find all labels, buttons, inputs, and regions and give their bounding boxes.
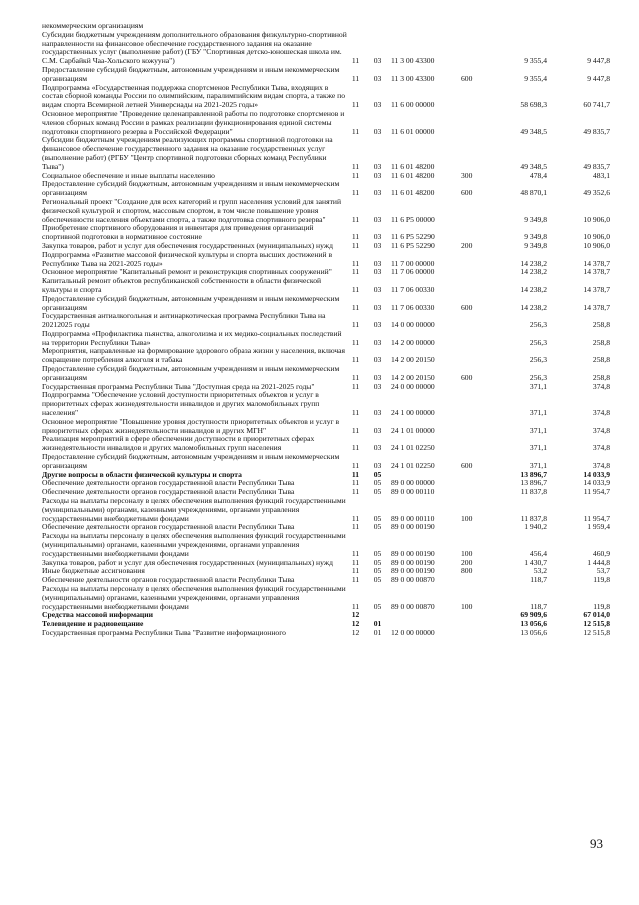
table-row [42,251,610,269]
row-name: Социальное обеспечение и иные выплаты населению [42,170,215,180]
row-name: Иные бюджетные ассигнования [42,566,145,576]
subsection-code: 03 [373,381,382,391]
target-article-code [391,22,461,31]
subsection-code: 05 [373,513,382,523]
table-row [42,295,610,313]
amount-year-2: 14 378,7 [583,267,610,277]
table-row [42,180,610,198]
row-name: Субсидии бюджетным учреждениям реализующих программы спортивной подготовки на финансовое обеспечение государственного задания на оказание государственных услуг (выполнение работ) (РГБУ "Центр спортивной подготовки сборных команд Республики Тыва") [42,135,333,171]
amount-year-2: 258,8 [592,320,610,330]
section-code: 11 [351,575,360,585]
expense-type-code: 100 [461,548,473,558]
section-code: 11 [351,188,360,198]
row-name: Телевидение и радиовещание [42,619,144,629]
amount-year-2: 10 906,0 [583,240,610,250]
subsection-code: 03 [373,73,382,83]
table-row [42,629,610,638]
subsection-code: 05 [373,478,382,488]
amount-year-1: 9 349,8 [524,232,547,242]
expense-type-code [461,576,489,585]
subsection-code: 05 [373,566,382,576]
amount-year-2: 49 835,7 [583,126,610,136]
subsection-code: 03 [373,56,382,66]
expense-type-code [461,479,489,488]
section-code: 11 [351,443,360,453]
expense-type-code: 600 [461,460,473,470]
subsection-code: 03 [373,240,382,250]
section-code [347,22,364,31]
table-row [42,31,610,66]
table-row [42,365,610,383]
section-code: 11 [351,372,360,382]
target-article-code: 89 0 00 00870 [391,575,435,585]
target-article-code: 24 1 01 00000 [391,425,435,435]
section-code: 12 [351,619,360,629]
subsection-code: 05 [373,522,382,532]
expense-type-code [461,22,489,31]
row-name: Другие вопросы в области физической культуры и спорта [42,469,242,479]
row-name: Подпрограмма «Профилактика пьянства, алкоголизма и их медико-социальных последствий на территории Республики Тыва» [42,328,342,347]
subsection-code: 03 [373,126,382,136]
target-article-code: 89 0 00 00000 [391,478,435,488]
expense-type-code: 100 [461,601,473,611]
amount-year-2: 11 954,7 [583,487,610,497]
section-code: 11 [351,302,360,312]
row-name: Региональный проект "Создание для всех категорий и групп населения условий для занятий физической культурой и спортом, массовым спортом, в том числе повышение уровня обеспеченности населения объектами спорта, а также подготовка спортивного резерва" [42,196,342,224]
table-row [42,330,610,348]
table-row [42,453,610,471]
target-article-code: 24 1 01 02250 [391,460,435,470]
amount-year-1: 13 056,6 [520,627,547,637]
row-name: Мероприятия, направленные на формирование здорового образа жизни у населения, включая сокращение потребления алкоголя и табака [42,346,346,365]
amount-year-1: 69 909,6 [520,610,547,620]
subsection-code: 03 [373,425,382,435]
section-code: 11 [351,337,360,347]
amount-year-1: 1 940,2 [524,522,547,532]
target-article-code: 11 7 06 00000 [391,267,435,277]
amount-year-1: 371,1 [529,443,547,453]
amount-year-1: 256,3 [529,372,547,382]
amount-year-2: 1 444,8 [587,557,610,567]
expense-type-code: 600 [461,188,473,198]
budget-table [42,22,610,638]
expense-type-code [461,136,489,171]
expense-type-code [461,611,489,620]
subsection-code: 03 [373,214,382,224]
row-name: Капитальный ремонт объектов республиканской собственности в области физической культуры и спорта [42,276,322,294]
expense-type-code [461,620,489,629]
subsection-code: 03 [373,460,382,470]
table-row [42,391,610,417]
subsection-code [364,22,391,31]
expense-type-code [461,268,489,277]
expense-type-code [461,312,489,330]
amount-year-2: 258,8 [592,355,610,365]
section-code: 11 [351,258,360,268]
amount-year-2: 12 515,8 [583,627,610,637]
target-article-code: 14 2 00 00000 [391,337,435,347]
amount-year-1: 371,1 [529,381,547,391]
target-article-code: 89 0 00 00870 [391,601,435,611]
expense-type-code [461,277,489,295]
subsection-code: 01 [373,627,382,637]
row-name: Подпрограмма «Государственная поддержка спортсменов Республики Тыва, входящих в состав сборной команды России по олимпийским, паралимпийским видам спорта, а также по видам спорта Всемирной летней Универсиады на 2021-2025 годы» [42,82,346,110]
row-name: Расходы на выплаты персоналу в целях обеспечения выполнения функций государственными (муниципальными) органами, казенными учреждениями, органами управления государственными внебюджетными фондами [42,496,346,523]
section-code: 11 [351,522,360,532]
section-code: 11 [351,170,360,180]
subsection-code: 05 [373,601,382,611]
amount-year-2: 10 906,0 [583,232,610,242]
subsection-code: 03 [373,337,382,347]
subsection-code: 03 [373,372,382,382]
target-article-code: 11 3 00 43300 [391,73,435,83]
row-name: Обеспечение деятельности органов государственной власти Республики Тыва [42,522,295,532]
amount-year-1: 371,1 [529,408,547,418]
row-name: Государственная программа Республики Тыва "Развитие информационного [42,627,286,637]
amount-year-1: 14 238,2 [520,267,547,277]
expense-type-code [461,198,489,224]
subsection-code: 01 [373,619,382,629]
amount-year-1: 256,3 [529,355,547,365]
row-name: Обеспечение деятельности органов государственной власти Республики Тыва [42,478,295,488]
subsection-code: 03 [373,267,382,277]
expense-type-code [461,629,489,638]
amount-year-2: 67 014,0 [583,610,610,620]
target-article-code: 11 6 P5 52290 [391,232,435,242]
table-row [42,585,610,611]
section-code: 11 [351,460,360,470]
subsection-code: 03 [373,443,382,453]
section-code: 11 [351,214,360,224]
subsection-code: 03 [373,232,382,242]
table-row [42,312,610,330]
row-name: Субсидии бюджетным учреждениям дополнительного образования физкультурно-спортивной направленности на финансовое обеспечение государственного задания на оказание государственных услуг (выполнение работ) (ГБУ "Спортивная детско-юношеская школа им. С.М. Сарбайкй Чаа-Хольского кожууна") [42,29,347,66]
section-code: 12 [351,627,360,637]
row-name: некоммерческим организациям [42,21,144,30]
target-article-code: 89 0 00 00190 [391,566,435,576]
row-name: Предоставление субсидий бюджетным, автономным учреждениям и иным некоммерческим организациям [42,179,340,198]
amount-year-1: 48 870,1 [520,188,547,198]
amount-year-1: 11 837,8 [520,487,547,497]
amount-year-2: 374,8 [592,381,610,391]
target-article-code [391,611,461,620]
target-article-code: 11 6 01 48200 [391,170,435,180]
table-row [42,497,610,523]
section-code: 11 [351,73,360,83]
section-code: 11 [351,566,360,576]
subsection-code: 03 [373,170,382,180]
section-code: 11 [351,478,360,488]
amount-year-1: 1 430,7 [524,557,547,567]
subsection-code: 05 [373,557,382,567]
expense-type-code [461,330,489,348]
amount-year-2: 60 741,7 [583,100,610,110]
expense-type-code [461,391,489,417]
amount-year-1: 53,2 [533,566,547,576]
target-article-code: 89 0 00 00190 [391,522,435,532]
amount-year-2: 374,8 [592,425,610,435]
expense-type-code: 200 [461,557,473,567]
section-code: 11 [351,425,360,435]
amount-year-1: 13 896,7 [520,478,547,488]
amount-year-2: 119,8 [593,601,610,611]
row-name: Обеспечение деятельности органов государственной власти Республики Тыва [42,575,295,585]
section-code: 11 [351,513,360,523]
amount-year-1: 14 238,2 [520,284,547,294]
expense-type-code [461,383,489,392]
target-article-code: 89 0 00 00110 [391,487,435,497]
amount-year-1: 49 348,5 [520,161,547,171]
section-code: 11 [351,601,360,611]
table-row [42,532,610,558]
section-code: 11 [351,381,360,391]
amount-year-1: 118,7 [530,575,547,585]
section-code: 11 [351,548,360,558]
expense-type-code [461,110,489,136]
amount-year-2: 9 447,8 [587,56,610,66]
expense-type-code [461,251,489,269]
amount-year-1: 256,3 [529,320,547,330]
target-article-code: 12 0 00 00000 [391,627,435,637]
amount-year-1: 11 837,8 [520,513,547,523]
expense-type-code [461,471,489,480]
table-row [42,435,610,453]
target-article-code: 24 0 00 00000 [391,381,435,391]
expense-type-code [461,418,489,436]
expense-type-code: 600 [461,372,473,382]
row-name: Предоставление субсидий бюджетным, автономным учреждениям и иным некоммерческим организациям [42,64,340,83]
expense-type-code: 100 [461,513,473,523]
expense-type-code [461,84,489,110]
section-code: 11 [351,320,360,330]
section-code: 11 [351,408,360,418]
expense-type-code: 600 [461,302,473,312]
amount-year-1: 49 348,5 [520,126,547,136]
subsection-code: 05 [373,548,382,558]
subsection-code: 03 [373,355,382,365]
expense-type-code: 200 [461,240,473,250]
expense-type-code [461,488,489,497]
row-name: Закупка товаров, работ и услуг для обеспечения государственных (муниципальных) нужд [42,557,333,567]
amount-year-2: 53,7 [596,566,610,576]
target-article-code: 14 2 00 20150 [391,372,435,382]
target-article-code: 11 6 P5 52290 [391,240,435,250]
target-article-code: 11 3 00 43300 [391,56,435,66]
subsection-code: 03 [373,302,382,312]
target-article-code: 89 0 00 00190 [391,548,435,558]
amount-year-1: 14 238,2 [520,258,547,268]
section-code: 11 [351,161,360,171]
amount-year-2: 483,1 [592,170,610,180]
amount-year-1: 58 698,3 [520,100,547,110]
section-code: 11 [351,126,360,136]
expense-type-code: 600 [461,73,473,83]
amount-year-2: 1 959,4 [587,522,610,532]
amount-year-1: 9 355,4 [524,56,547,66]
table-row [42,224,610,242]
target-article-code: 14 2 00 20150 [391,355,435,365]
amount-year-2: 11 954,7 [583,513,610,523]
section-code: 11 [351,232,360,242]
amount-year-2: 12 515,8 [583,619,610,629]
row-name: Государственная программа Республики Тыва "Доступная среда на 2021-2025 годы" [42,381,315,391]
section-code: 11 [351,355,360,365]
amount-year-1: 13 896,7 [520,469,547,479]
amount-year-2: 49 352,6 [583,188,610,198]
table-row [42,418,610,436]
amount-year-2: 374,8 [592,443,610,453]
row-name: Обеспечение деятельности органов государственной власти Республики Тыва [42,487,295,497]
table-row [42,198,610,224]
expense-type-code: 800 [461,566,473,576]
section-code: 11 [351,557,360,567]
amount-year-1: 456,4 [529,548,547,558]
amount-year-2: 14 378,7 [583,258,610,268]
subsection-code: 03 [373,320,382,330]
amount-year-2: 14 378,7 [583,284,610,294]
section-code: 11 [351,469,360,479]
row-name: Расходы на выплаты персоналу в целях обеспечения выполнения функций государственными (муниципальными) органами, казенными учреждениями, органами управления государственными внебюджетными фондами [42,531,346,558]
amount-year-1: 9 349,8 [524,240,547,250]
amount-year-2 [547,22,610,31]
row-name: Основное мероприятие "Проведение целенаправленной работы по подготовке спортсменов и членов сборных команд России в рамках реализации функционирования единой системы подготовки спортивного резерва в Российской Федерации" [42,108,345,136]
row-name: Закупка товаров, работ и услуг для обеспечения государственных (муниципальных) нужд [42,240,333,250]
amount-year-1: 14 238,2 [520,302,547,312]
row-name: Основное мероприятие "Повышение уровня доступности приоритетных объектов и услуг в приоритетных сферах жизнедеятельности инвалидов и других МГН" [42,416,340,435]
amount-year-1: 9 349,8 [524,214,547,224]
amount-year-1: 371,1 [529,425,547,435]
target-article-code: 11 6 01 48200 [391,161,435,171]
expense-type-code: 300 [461,170,473,180]
target-article-code: 11 6 01 00000 [391,126,435,136]
target-article-code: 11 7 00 00000 [391,258,435,268]
table-row [42,84,610,110]
target-article-code: 11 6 00 00000 [391,100,435,110]
target-article-code: 11 6 01 48200 [391,188,435,198]
subsection-code: 05 [373,487,382,497]
subsection-code: 03 [373,258,382,268]
subsection-code: 05 [373,575,382,585]
amount-year-2: 9 447,8 [587,73,610,83]
row-name: Подпрограмма «Развитие массовой физической культуры и спорта высших достижений в Республике Тыва на 2021-2025 годы» [42,249,333,268]
amount-year-2: 258,8 [592,372,610,382]
section-code: 11 [351,267,360,277]
table-row [42,347,610,365]
row-name: Средства массовой информации [42,610,154,620]
section-code: 11 [351,487,360,497]
expense-type-code [461,435,489,453]
subsection-code: 03 [373,284,382,294]
target-article-code: 11 7 06 00330 [391,302,435,312]
target-article-code: 14 0 00 00000 [391,320,435,330]
section-code: 11 [351,100,360,110]
row-name: Предоставление субсидий бюджетным, автономным учреждениям и иным некоммерческим организациям [42,364,340,382]
table-row [42,110,610,136]
amount-year-1: 118,7 [530,601,547,611]
target-article-code: 24 1 00 00000 [391,408,435,418]
table-row [42,136,610,171]
section-code: 11 [351,240,360,250]
target-article-code: 89 0 00 00110 [391,513,435,523]
target-article-code: 11 7 06 00330 [391,284,435,294]
section-code: 11 [351,284,360,294]
row-name: Предоставление субсидий бюджетным, автономным учреждениям и иным некоммерческим организациям [42,452,340,470]
expense-type-code [461,31,489,66]
row-name: Государственная антиалкогольная и антинаркотическая программа Республики Тыва на 20212025 годы [42,311,326,330]
amount-year-1: 13 056,6 [520,619,547,629]
target-article-code: 24 1 01 02250 [391,443,435,453]
table-row [42,66,610,84]
amount-year-1: 9 355,4 [524,73,547,83]
amount-year-2: 374,8 [592,408,610,418]
row-name: Основное мероприятие "Капитальный ремонт и реконструкция спортивных сооружений" [42,267,332,277]
table-row [42,277,610,295]
amount-year-2: 14 033,9 [583,469,610,479]
amount-year-2: 258,8 [592,337,610,347]
amount-year-2: 460,9 [592,548,610,558]
target-article-code: 11 6 P5 00000 [391,214,435,224]
target-article-code: 89 0 00 00190 [391,557,435,567]
amount-year-1 [489,22,547,31]
amount-year-2: 49 835,7 [583,161,610,171]
amount-year-2: 14 033,9 [583,478,610,488]
row-name: Реализация мероприятий в сфере обеспечении доступности в приоритетных сферах жизнедеятельности инвалидов и других маломобильных групп населения [42,434,315,453]
expense-type-code [461,224,489,242]
budget-table-body [42,22,610,638]
subsection-code: 03 [373,100,382,110]
subsection-code: 05 [373,469,382,479]
row-name: Подпрограмма "Обеспечение условий доступности приоритетных объектов и услуг в приоритетных сферах жизнедеятельности инвалидов и других маломобильных групп населения" [42,390,320,418]
amount-year-2: 119,8 [593,575,610,585]
expense-type-code [461,523,489,532]
amount-year-2: 374,8 [592,460,610,470]
amount-year-1: 256,3 [529,337,547,347]
subsection-code: 03 [373,161,382,171]
amount-year-1: 371,1 [529,460,547,470]
amount-year-1: 478,4 [529,170,547,180]
amount-year-2: 14 378,7 [583,302,610,312]
subsection-code: 03 [373,188,382,198]
amount-year-2: 10 906,0 [583,214,610,224]
row-name: Приобретение спортивного оборудования и инвентаря для приведения организаций спортивной подготовки в нормативное состояние [42,223,314,242]
page-number: 93 [590,836,603,851]
row-name: Расходы на выплаты персоналу в целях обеспечения выполнения функций государственными (муниципальными) органами, казенными учреждениями, органами управления государственными внебюджетными фондами [42,584,346,611]
section-code: 11 [351,56,360,66]
row-name: Предоставление субсидий бюджетным, автономным учреждениям и иным некоммерческим организациям [42,293,340,312]
section-code: 12 [351,610,360,620]
expense-type-code [461,347,489,365]
subsection-code: 03 [373,408,382,418]
